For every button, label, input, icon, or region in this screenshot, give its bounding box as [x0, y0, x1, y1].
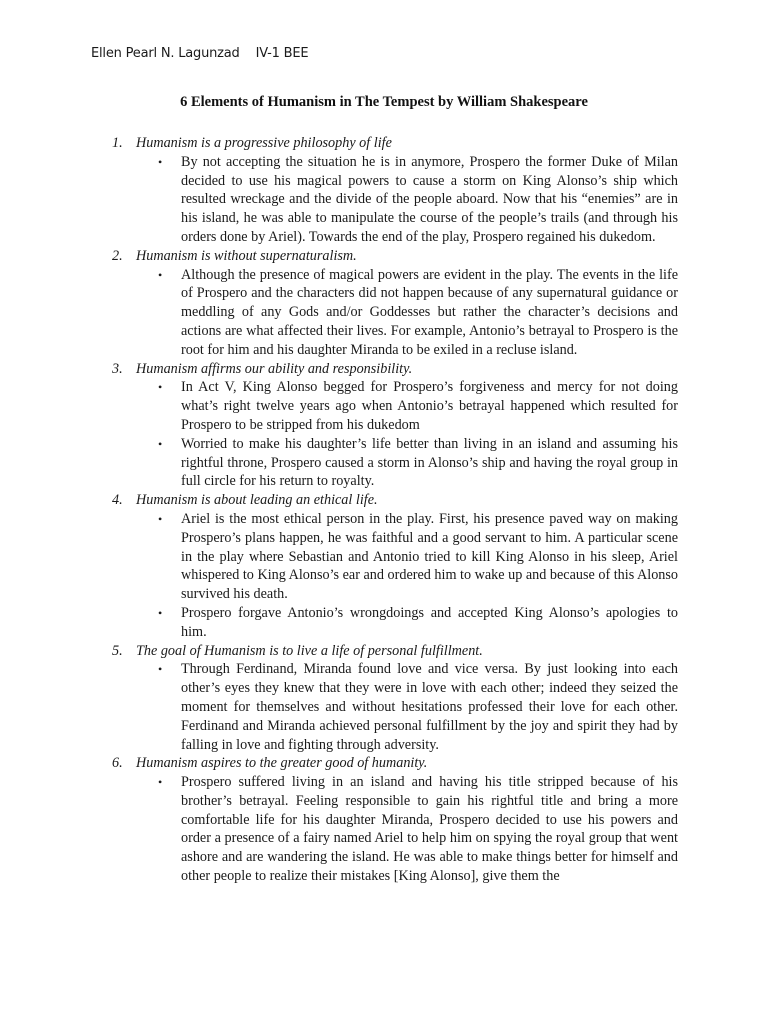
- document-title: 6 Elements of Humanism in The Tempest by William Shakespeare: [180, 94, 588, 110]
- bullet-point: [112, 660, 678, 754]
- list-item-number: 5.: [112, 642, 123, 659]
- bullet-point: [112, 510, 678, 604]
- numbered-list: [112, 134, 678, 886]
- bullet-text: Prospero forgave Antonio’s wrongdoings and accepted King Alonso’s apologies to him.: [181, 604, 678, 640]
- list-item-heading: [112, 754, 678, 773]
- bullet-text: Ariel is the most ethical person in the play. First, his presence paved way on making Prospero’s plans happen, he was faithful and a good servant to him. A particular scene in the play where Sebastian and Antonio tried to kill King Alonso in his sleep, Ariel whispered to King Alonso’s ear and ordered him to wake up and because of this Alonso survived his death.: [181, 510, 678, 603]
- bullet-text: Prospero suffered living in an island and having his title stripped because of his brother’s betrayal. Feeling responsible to gain his rightful title and bring a more comfortable life for his daughter Miranda, Prospero decided to use his powers and order a presence of a fairy named Ariel to help him on spying the royal group that went ashore and are wandering the island. He was able to make things better for himself and other people to realize their mistakes [King Alonso], give them the: [181, 774, 678, 885]
- author-name: Ellen Pearl N. Lagunzad: [91, 46, 240, 61]
- bullet-point: [112, 435, 678, 491]
- list-item-number: 4.: [112, 492, 123, 509]
- list-item-heading: [112, 360, 678, 379]
- bullet-text: In Act V, King Alonso begged for Prospero’s forgiveness and mercy for not doing what’s right twelve years ago when Antonio’s betrayal happened which resulted for Prospero to be stripped from his dukedom: [181, 379, 678, 433]
- bullet-point: [112, 153, 678, 247]
- bullet-text: By not accepting the situation he is in anymore, Prospero the former Duke of Milan decided to use his magical powers to cause a storm on King Alonso’s ship which resulted wreckage and the divide of the people aboard. Now that his “enemies” are in his island, he was able to manipulate the course of the people’s trails (and through his orders done by Ariel). Towards the end of the play, Prospero regained his dukedom.: [181, 153, 678, 245]
- list-item-heading: [112, 642, 678, 661]
- bullet-icon: •: [158, 380, 163, 395]
- bullet-point: [112, 773, 678, 886]
- list-item-heading-text: Humanism is without supernaturalism.: [136, 247, 357, 264]
- list-item: [112, 754, 678, 886]
- bullet-point: [112, 378, 678, 434]
- list-item-heading: [112, 247, 678, 266]
- list-item-heading-text: The goal of Humanism is to live a life of personal fulfillment.: [136, 642, 483, 659]
- bullet-icon: •: [158, 775, 163, 790]
- list-item-heading: [112, 491, 678, 510]
- bullet-icon: •: [158, 662, 163, 677]
- bullet-icon: •: [158, 154, 163, 169]
- list-item: [112, 134, 678, 247]
- bullet-point: [112, 266, 678, 360]
- document-header: [91, 46, 308, 61]
- list-item-number: 1.: [112, 135, 123, 151]
- bullet-icon: •: [158, 605, 163, 620]
- list-item: [112, 642, 678, 755]
- list-item-heading-text: Humanism is a progressive philosophy of life: [136, 135, 392, 151]
- list-item: [112, 247, 678, 360]
- list-item: [112, 360, 678, 492]
- bullet-icon: •: [158, 436, 163, 451]
- list-item-heading-text: Humanism affirms our ability and responsibility.: [136, 360, 413, 377]
- bullet-text: Although the presence of magical powers are evident in the play. The events in the life of Prospero and the characters did not happen because of any supernatural guidance or meddling of any Gods and/or Goddesses but rather the character’s decisions and actions are what affected their lives. For example, Antonio’s betrayal to Prospero is the root for him and his daughter Miranda to be exiled in a recluse island.: [181, 266, 678, 358]
- bullet-text: Worried to make his daughter’s life better than living in an island and assuming his rightful throne, Prospero caused a storm in Alonso’s ship and having the royal group in full circle for his return to royalty.: [181, 435, 678, 490]
- list-item-heading: [112, 134, 678, 153]
- bullet-icon: •: [158, 511, 163, 526]
- bullet-icon: •: [158, 267, 163, 282]
- list-item: [112, 491, 678, 641]
- bullet-text: Through Ferdinand, Miranda found love and vice versa. By just looking into each other’s eyes they knew that they were in love with each other; indeed they seized the moment for themselves and without hesitations professed their love for each other. Ferdinand and Miranda achieved personal fulfillment by the joy and spirit they had by falling in love and fighting through adversity.: [181, 661, 678, 753]
- class-section: IV-1 BEE: [255, 46, 309, 61]
- list-item-number: 6.: [112, 755, 123, 772]
- list-item-number: 3.: [112, 360, 123, 377]
- list-item-heading-text: Humanism aspires to the greater good of humanity.: [136, 755, 428, 772]
- list-item-number: 2.: [112, 247, 123, 264]
- bullet-point: [112, 604, 678, 642]
- list-item-heading-text: Humanism is about leading an ethical life.: [136, 492, 378, 509]
